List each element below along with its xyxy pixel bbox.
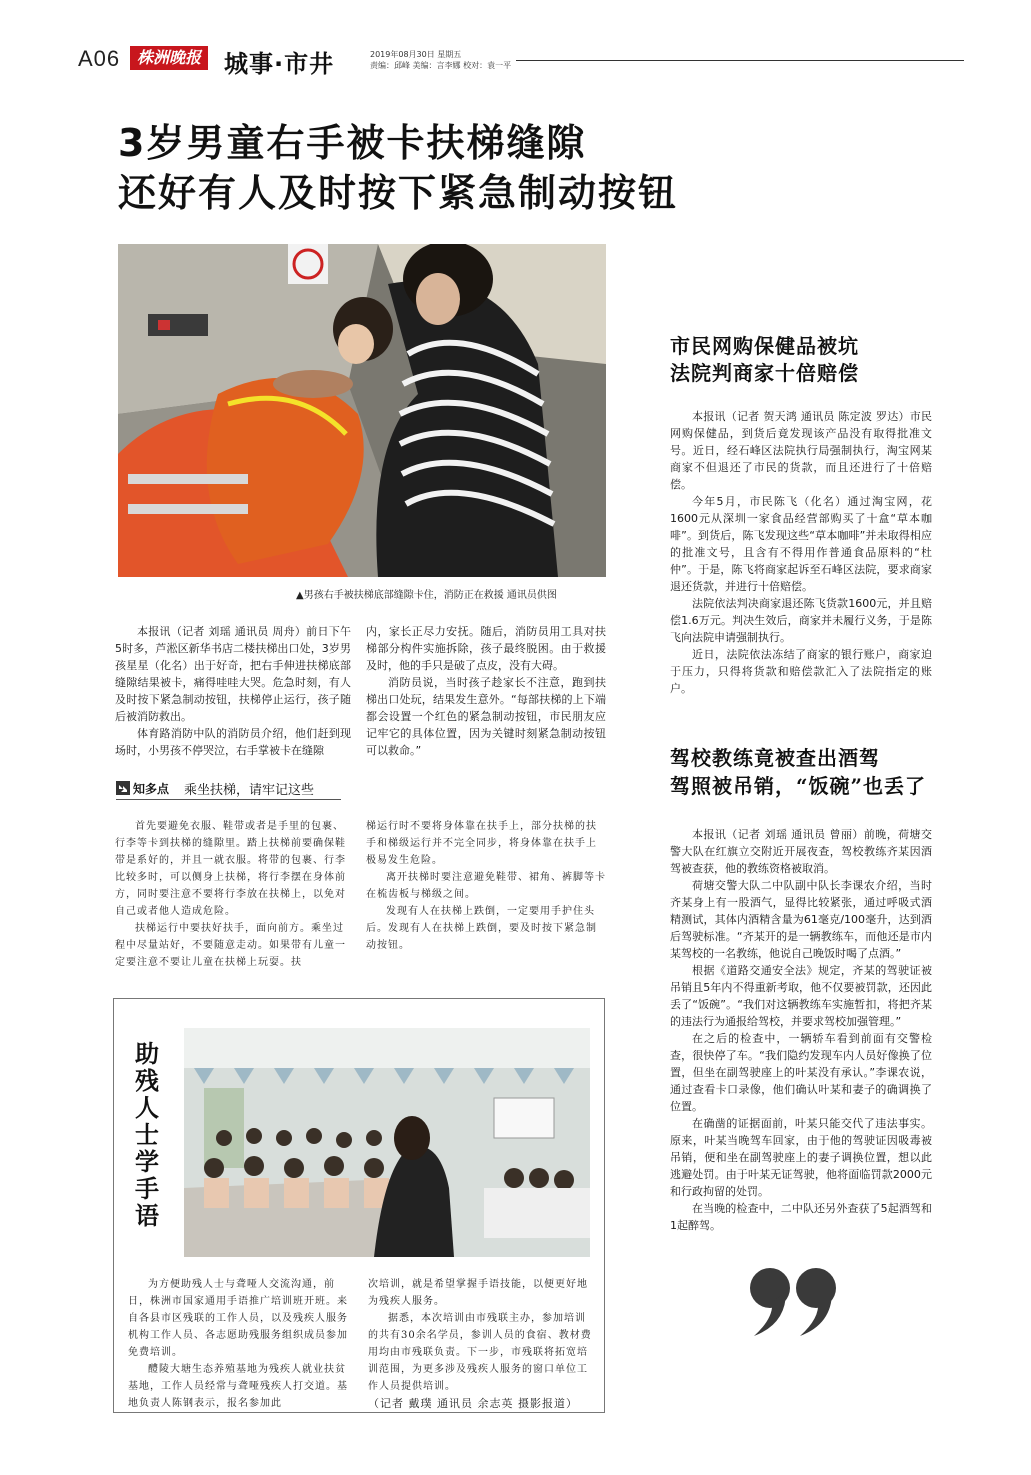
section-name: 城事·市井	[224, 50, 335, 78]
paragraph: 根据《道路交通安全法》规定，齐某的驾驶证被吊销且5年内不得重新考取，他不仅要被罚款，还因此丢了“饭碗”。“我们对这辆教练车实施暂扣，将把齐某的违法行为通报给驾校，并要求驾校加强管理。”	[670, 964, 932, 1028]
main-headline-line2: 还好有人及时按下紧急制动按钮	[118, 171, 679, 215]
title-char: 学	[135, 1147, 159, 1176]
sign-story-vertical-title	[130, 1040, 164, 1229]
title-char: 语	[135, 1201, 159, 1230]
driving-coach-headline-line2: 驾照被吊销，“饭碗”也丢了	[670, 774, 927, 798]
tip-title: 乘坐扶梯，请牢记这些	[184, 783, 315, 798]
paragraph: 内，家长正尽力安抚。随后，消防员用工具对扶梯部分构件实施拆除，孩子最终脱困。由于救援及时，他的手只是破了点皮，没有大碍。	[366, 625, 606, 672]
title-char: 士	[135, 1120, 159, 1149]
main-story-column-2	[366, 623, 606, 759]
title-char: 助	[135, 1039, 159, 1068]
tip-label: 知多点	[133, 782, 170, 796]
paragraph: 扶梯运行中要扶好扶手，面向前方。乘坐过程中尽量站好，不要随意走动。如果带有儿童一定要注意不要让儿童在扶梯上玩耍。扶	[115, 923, 346, 968]
closing-quote-icon	[746, 1262, 846, 1342]
page-number: A06	[78, 46, 121, 71]
masthead-logo: 株洲晚报	[130, 46, 208, 70]
paragraph: 在当晚的检查中，二中队还另外查获了5起酒驾和1起醉驾。	[670, 1202, 932, 1232]
main-story-column-1	[115, 623, 351, 759]
paragraph: 次培训，就是希望掌握手语技能，以便更好地为残疾人服务。	[368, 1279, 588, 1307]
online-purchase-headline-line1: 市民网购保健品被坑	[670, 334, 859, 358]
arrow-box-icon	[116, 780, 130, 794]
escalator-rescue-photo	[118, 244, 606, 577]
paragraph: 梯运行时不要将身体靠在扶手上，部分扶梯的扶手和梯级运行并不完全同步，将身体靠在扶手上极易发生危险。	[366, 821, 597, 866]
paragraph: 法院依法判决商家退还陈飞货款1600元，并且赔偿1.6万元。判决生效后，商家并未履行义务，于是陈飞向法院申请强制执行。	[670, 597, 932, 644]
tip-rule	[116, 799, 341, 800]
paragraph: 本报讯（记者 刘瑶 通讯员 曾丽）前晚，荷塘交警大队在红旗立交附近开展夜查，驾校教练齐某因酒驾被查获，他的教练资格被取消。	[670, 828, 932, 875]
paragraph: 为方便助残人士与聋哑人交流沟通，前日，株洲市国家通用手语推广培训班开班。来自各县市区残联的工作人员，以及残疾人服务机构工作人员、各志愿助残服务组织成员参加免费培训。	[128, 1279, 348, 1358]
paragraph: 本报讯（记者 刘瑶 通讯员 周舟）前日下午5时多，芦淞区新华书店二楼扶梯出口处，3岁男孩星星（化名）出于好奇，把右手伸进扶梯底部缝隙结果被卡，痛得哇哇大哭。危急时刻，有人及时按下紧急制动按钮，扶梯停止运行，孩子随后被消防救出。	[115, 625, 351, 723]
sign-story-column-2	[368, 1276, 592, 1412]
sign-language-class-photo	[184, 1028, 590, 1257]
byline: （记者 戴璞 通讯员 余志英 摄影报道）	[368, 1397, 578, 1410]
title-char: 手	[135, 1174, 159, 1203]
online-purchase-headline-line2: 法院判商家十倍赔偿	[670, 361, 859, 385]
tip-column-1	[115, 818, 353, 971]
title-char: 人	[135, 1093, 159, 1122]
paragraph: 发现有人在扶梯上跌倒，一定要用手护住头后。发现有人在扶梯上跌倒，要及时按下紧急制动按钮。	[366, 906, 597, 951]
photo-caption: ▲男孩右手被扶梯底部缝隙卡住，消防正在救援 通讯员供图	[296, 590, 557, 601]
paragraph: 首先要避免衣服、鞋带或者是手里的包裹、行李等卡到扶梯的缝隙里。踏上扶梯前要确保鞋带是系好的，并且一就衣服。将带的包裹、行李比较多时，可以侧身上扶梯，将行李摆在身体前方，同时要注意不要将行李放在扶梯上，以免对自己或者他人造成危险。	[115, 821, 346, 917]
paragraph: 在确凿的证据面前，叶某只能交代了违法事实。原来，叶某当晚驾车回家，由于他的驾驶证因吸毒被吊销，便和坐在副驾驶座上的妻子调换位置，想以此逃避处罚。由于叶某无证驾驶，他将面临罚款2000元和行政拘留的处罚。	[670, 1117, 932, 1198]
driving-coach-story-body	[670, 826, 932, 1234]
paragraph: 醴陵大塘生态养殖基地为残疾人就业扶贫基地，工作人员经常与聋哑残疾人打交道。基地负责人陈钢表示，报名参加此	[128, 1364, 348, 1409]
issue-date: 2019年08月30日 星期五	[370, 50, 462, 59]
paragraph: 离开扶梯时要注意避免鞋带、裙角、裤脚等卡在梳齿板与梯级之间。	[366, 872, 606, 900]
driving-coach-headline-line1: 驾校教练竟被查出酒驾	[670, 746, 880, 770]
paragraph: 体育路消防中队的消防员介绍，他们赶到现场时，小男孩不停哭泣，右手掌被卡在缝隙	[115, 727, 351, 757]
paragraph: 荷塘交警大队二中队副中队长李课农介绍，当时齐某身上有一股酒气，显得比较紧张，通过呼吸式酒精测试，其体内酒精含量为61毫克/100毫升，达到酒后驾驶标准。“齐某开的是一辆教练车，而他还是市内某驾校的一名教练，他说自己晚饭时喝了点酒。”	[670, 879, 932, 960]
paragraph: 近日，法院依法冻结了商家的银行账户，商家迫于压力，只得将货款和赔偿款汇入了法院指定的账户。	[670, 648, 932, 695]
online-purchase-story-body	[670, 408, 932, 697]
title-char: 残	[135, 1066, 159, 1095]
header-rule	[516, 60, 964, 61]
paragraph: 今年5月，市民陈飞（化名）通过淘宝网，花1600元从深圳一家食品经营部购买了十盒“草本咖啡”。到货后，陈飞发现这些“草本咖啡”并未取得相应的批准文号，且含有不得用作普通食品原料的“杜仲”。于是，陈飞将商家起诉至石峰区法院，要求商家退还货款，并进行十倍赔偿。	[670, 495, 932, 593]
tip-column-2	[366, 818, 606, 954]
paragraph: 本报讯（记者 贺天鸿 通讯员 陈定波 罗达）市民网购保健品，到货后竟发现该产品没有取得批准文号。近日，经石峰区法院执行局强制执行，淘宝网某商家不但退还了市民的货款，而且还进行了十倍赔偿。	[670, 410, 932, 491]
editor-credits: 责编：邱峰 美编：言李娜 校对：袁一平	[370, 61, 512, 70]
paragraph: 据悉，本次培训由市残联主办，参加培训的共有30余名学员，参训人员的食宿、教材费用均由市残联负责。下一步，市残联将拓宽培训范围，为更多涉及残疾人服务的窗口单位工作人员提供培训。	[368, 1313, 592, 1392]
paragraph: 消防员说，当时孩子趁家长不注意，跑到扶梯出口处玩，结果发生意外。“每部扶梯的上下端都会设置一个红色的紧急制动按钮，市民朋友应记牢它的具体位置，因为关键时刻紧急制动按钮可以救命。”	[366, 676, 606, 757]
main-headline-line1: 3岁男童右手被卡扶梯缝隙	[118, 121, 587, 165]
sign-story-column-1	[128, 1276, 354, 1412]
paragraph: 在之后的检查中，一辆轿车看到前面有交警检查，很快停了车。“我们隐约发现车内人员好像换了位置，但坐在副驾驶座上的叶某没有承认。”李课农说，通过查看卡口录像，他们确认叶某和妻子的确调换了位置。	[670, 1032, 932, 1113]
